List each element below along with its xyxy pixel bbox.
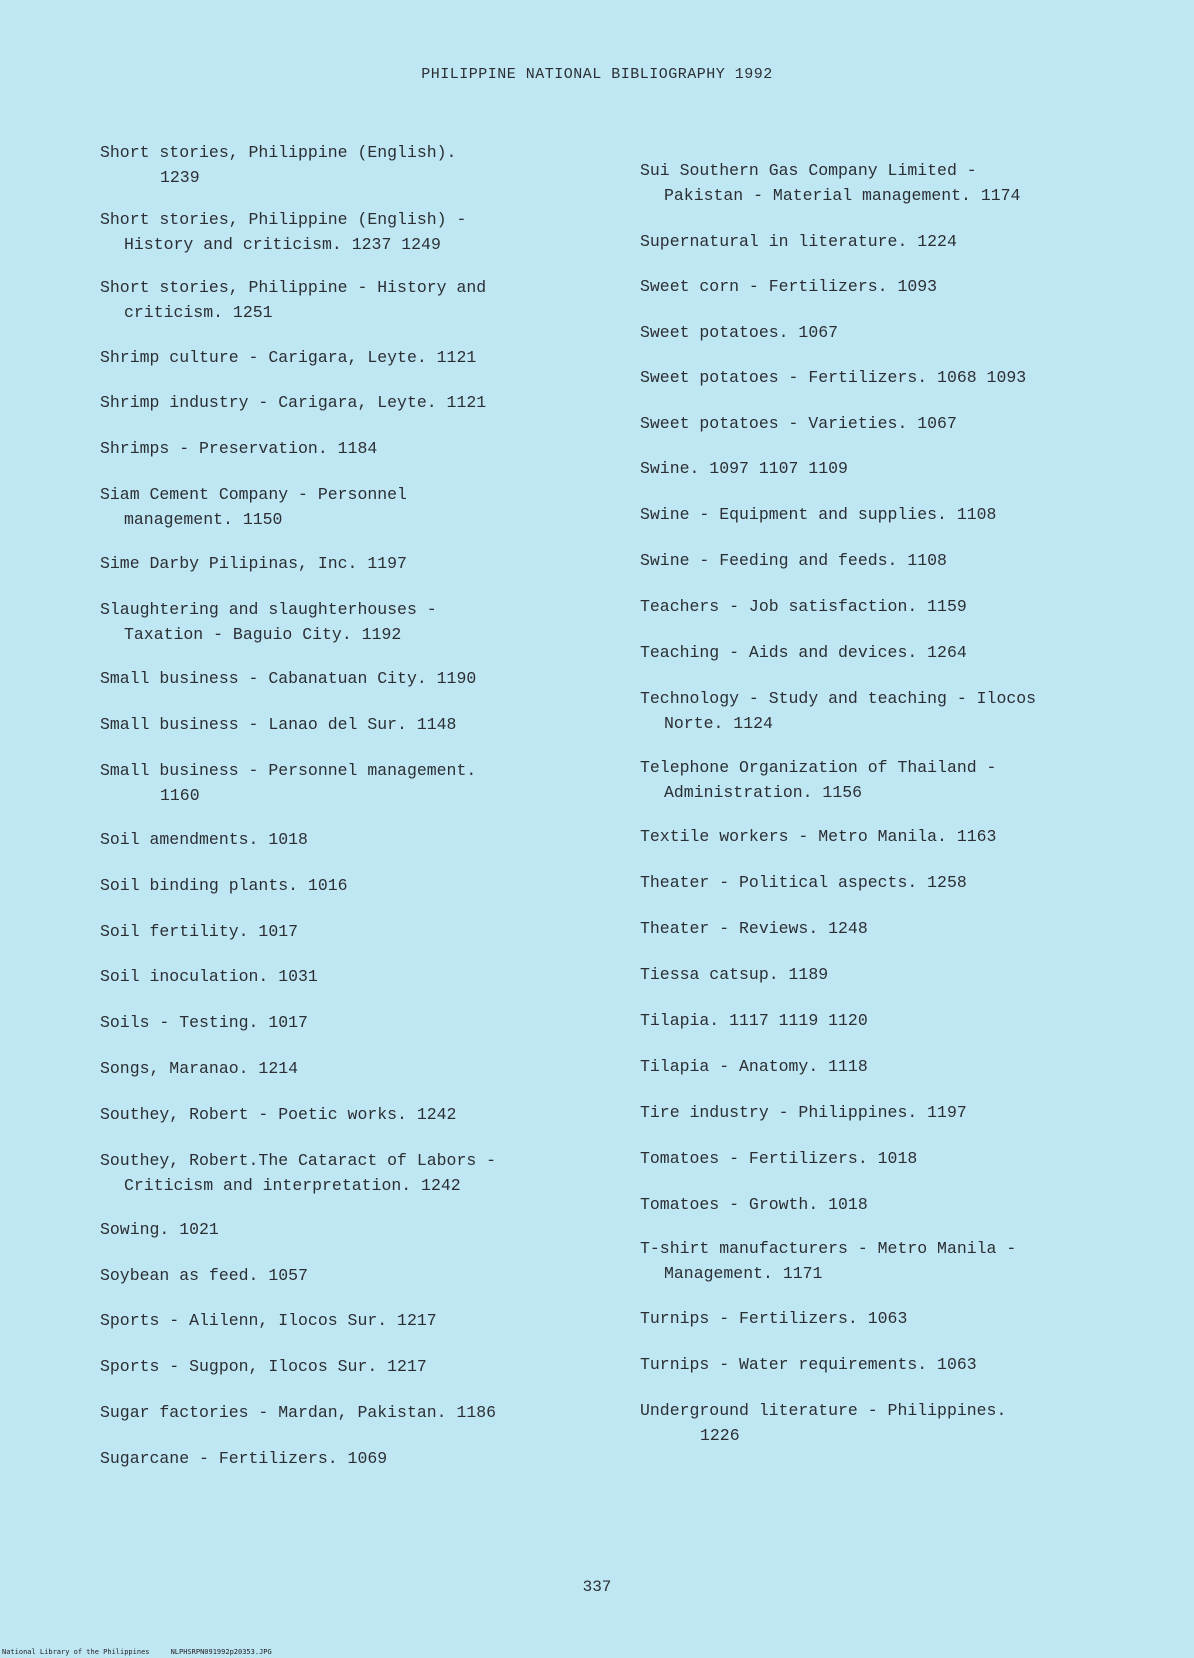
index-entry bbox=[640, 1398, 1160, 1448]
entry-heading: Teaching - Aids and devices. 1264 bbox=[640, 643, 967, 662]
index-entry bbox=[640, 1306, 1160, 1331]
entry-heading: Swine. 1097 1107 1109 bbox=[640, 459, 848, 478]
index-entry bbox=[640, 686, 1160, 736]
entry-heading: Soybean as feed. 1057 bbox=[100, 1266, 308, 1285]
entry-heading: Southey, Robert.The Cataract of Labors - bbox=[100, 1151, 497, 1170]
entry-heading: Soil inoculation. 1031 bbox=[100, 967, 318, 986]
entry-heading: Shrimp industry - Carigara, Leyte. 1121 bbox=[100, 393, 487, 412]
entry-heading: Underground literature - Philippines. bbox=[640, 1401, 1007, 1420]
entry-heading: Theater - Reviews. 1248 bbox=[640, 919, 868, 938]
entry-heading: Theater - Political aspects. 1258 bbox=[640, 873, 967, 892]
entry-heading: Soil binding plants. 1016 bbox=[100, 876, 348, 895]
entry-continuation: History and criticism. 1237 1249 bbox=[124, 235, 441, 254]
entry-heading: Soil amendments. 1018 bbox=[100, 830, 308, 849]
index-entry bbox=[640, 274, 1160, 299]
index-entry bbox=[100, 1148, 620, 1198]
entry-heading: Sports - Alilenn, Ilocos Sur. 1217 bbox=[100, 1311, 437, 1330]
entry-heading: Sweet potatoes. 1067 bbox=[640, 323, 839, 342]
index-entry bbox=[640, 158, 1160, 208]
scan-footer: National Library of the Philippines NLPHSRPN091992p20353.JPG bbox=[2, 1648, 272, 1656]
entry-heading: Small business - Personnel management. bbox=[100, 761, 477, 780]
entry-heading: Sime Darby Pilipinas, Inc. 1197 bbox=[100, 554, 407, 573]
index-entry bbox=[100, 827, 620, 852]
entry-continuation: 1226 bbox=[700, 1426, 740, 1445]
entry-heading: Technology - Study and teaching - Ilocos bbox=[640, 689, 1037, 708]
entry-heading: Sowing. 1021 bbox=[100, 1220, 219, 1239]
entry-heading: Tire industry - Philippines. 1197 bbox=[640, 1103, 967, 1122]
entry-heading: Sweet potatoes - Fertilizers. 1068 1093 bbox=[640, 368, 1027, 387]
index-entry bbox=[640, 1352, 1160, 1377]
entry-continuation: criticism. 1251 bbox=[124, 303, 273, 322]
page-number: 337 bbox=[582, 1578, 612, 1596]
index-entry bbox=[100, 1308, 620, 1333]
entry-continuation: 1239 bbox=[160, 168, 200, 187]
index-entry bbox=[640, 1192, 1160, 1217]
index-entry bbox=[100, 275, 620, 325]
index-entry bbox=[640, 1100, 1160, 1125]
index-entry bbox=[640, 962, 1160, 987]
entry-continuation: Norte. 1124 bbox=[664, 714, 773, 733]
index-entry bbox=[100, 1102, 620, 1127]
index-entry bbox=[640, 502, 1160, 527]
index-entry bbox=[640, 870, 1160, 895]
entry-heading: T-shirt manufacturers - Metro Manila - bbox=[640, 1239, 1017, 1258]
index-entry bbox=[640, 1008, 1160, 1033]
page-title: PHILIPPINE NATIONAL BIBLIOGRAPHY 1992 bbox=[421, 66, 773, 83]
index-entry bbox=[640, 456, 1160, 481]
entry-heading: Short stories, Philippine (English). bbox=[100, 143, 457, 162]
index-entry bbox=[640, 1054, 1160, 1079]
index-entry bbox=[640, 755, 1160, 805]
index-entry bbox=[640, 365, 1160, 390]
entry-continuation: Pakistan - Material management. 1174 bbox=[664, 186, 1021, 205]
entry-heading: Shrimps - Preservation. 1184 bbox=[100, 439, 378, 458]
entry-heading: Slaughtering and slaughterhouses - bbox=[100, 600, 437, 619]
entry-heading: Swine - Equipment and supplies. 1108 bbox=[640, 505, 997, 524]
entry-heading: Telephone Organization of Thailand - bbox=[640, 758, 997, 777]
entry-heading: Siam Cement Company - Personnel bbox=[100, 485, 407, 504]
entry-continuation: management. 1150 bbox=[124, 510, 283, 529]
entry-heading: Small business - Lanao del Sur. 1148 bbox=[100, 715, 457, 734]
entry-heading: Sui Southern Gas Company Limited - bbox=[640, 161, 977, 180]
entry-heading: Short stories, Philippine - History and bbox=[100, 278, 487, 297]
entry-heading: Swine - Feeding and feeds. 1108 bbox=[640, 551, 947, 570]
entry-heading: Turnips - Water requirements. 1063 bbox=[640, 1355, 977, 1374]
index-entry bbox=[100, 207, 620, 257]
entry-heading: Short stories, Philippine (English) - bbox=[100, 210, 467, 229]
index-entry bbox=[100, 1263, 620, 1288]
entry-continuation: Taxation - Baguio City. 1192 bbox=[124, 625, 402, 644]
entry-heading: Tomatoes - Fertilizers. 1018 bbox=[640, 1149, 918, 1168]
entry-heading: Southey, Robert - Poetic works. 1242 bbox=[100, 1105, 457, 1124]
index-entry bbox=[100, 390, 620, 415]
index-entry bbox=[100, 758, 620, 808]
entry-heading: Sugar factories - Mardan, Pakistan. 1186 bbox=[100, 1403, 497, 1422]
entry-continuation: Management. 1171 bbox=[664, 1264, 823, 1283]
index-entry bbox=[100, 345, 620, 370]
index-entry bbox=[640, 320, 1160, 345]
index-entry bbox=[100, 1217, 620, 1242]
entry-heading: Tomatoes - Growth. 1018 bbox=[640, 1195, 868, 1214]
index-entry bbox=[100, 140, 620, 190]
entry-heading: Tilapia. 1117 1119 1120 bbox=[640, 1011, 868, 1030]
index-entry bbox=[100, 1400, 620, 1425]
index-entry bbox=[640, 411, 1160, 436]
entry-heading: Supernatural in literature. 1224 bbox=[640, 232, 957, 251]
index-entry bbox=[640, 229, 1160, 254]
entry-heading: Sugarcane - Fertilizers. 1069 bbox=[100, 1449, 388, 1468]
entry-heading: Turnips - Fertilizers. 1063 bbox=[640, 1309, 908, 1328]
entry-continuation: 1160 bbox=[160, 786, 200, 805]
index-entry bbox=[640, 1146, 1160, 1171]
index-entry bbox=[100, 873, 620, 898]
index-entry bbox=[100, 1446, 620, 1471]
entry-heading: Tilapia - Anatomy. 1118 bbox=[640, 1057, 868, 1076]
index-entry bbox=[640, 548, 1160, 573]
entry-heading: Tiessa catsup. 1189 bbox=[640, 965, 829, 984]
index-entry bbox=[100, 919, 620, 944]
entry-heading: Soils - Testing. 1017 bbox=[100, 1013, 308, 1032]
index-entry bbox=[100, 551, 620, 576]
index-entry bbox=[100, 1056, 620, 1081]
entry-heading: Textile workers - Metro Manila. 1163 bbox=[640, 827, 997, 846]
entry-heading: Shrimp culture - Carigara, Leyte. 1121 bbox=[100, 348, 477, 367]
entry-heading: Sweet potatoes - Varieties. 1067 bbox=[640, 414, 957, 433]
index-entry bbox=[100, 482, 620, 532]
index-entry bbox=[640, 640, 1160, 665]
entry-continuation: Administration. 1156 bbox=[664, 783, 863, 802]
entry-heading: Songs, Maranao. 1214 bbox=[100, 1059, 299, 1078]
index-entry bbox=[100, 1010, 620, 1035]
index-entry bbox=[640, 824, 1160, 849]
index-entry bbox=[100, 666, 620, 691]
entry-heading: Teachers - Job satisfaction. 1159 bbox=[640, 597, 967, 616]
index-entry bbox=[100, 712, 620, 737]
entry-continuation: Criticism and interpretation. 1242 bbox=[124, 1176, 461, 1195]
index-entry bbox=[100, 964, 620, 989]
index-entry bbox=[100, 597, 620, 647]
index-entry bbox=[100, 436, 620, 461]
entry-heading: Soil fertility. 1017 bbox=[100, 922, 299, 941]
entry-heading: Sweet corn - Fertilizers. 1093 bbox=[640, 277, 938, 296]
index-entry bbox=[640, 916, 1160, 941]
index-entry bbox=[640, 1236, 1160, 1286]
entry-heading: Sports - Sugpon, Ilocos Sur. 1217 bbox=[100, 1357, 427, 1376]
entry-heading: Small business - Cabanatuan City. 1190 bbox=[100, 669, 477, 688]
index-entry bbox=[100, 1354, 620, 1379]
index-entry bbox=[640, 594, 1160, 619]
